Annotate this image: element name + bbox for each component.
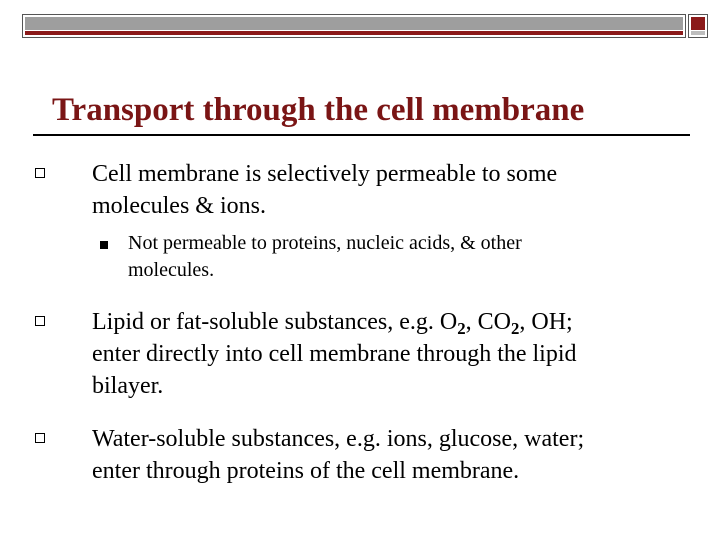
bullet-1-text: [92, 158, 692, 222]
corner-red-square: [691, 17, 705, 30]
title-underline: [33, 134, 690, 136]
corner-gray-stripe: [691, 31, 705, 35]
filled-square-bullet-icon: [100, 241, 108, 249]
bullet-2-line-1-part-b: , CO: [465, 309, 511, 335]
sub-bullet-1-line-1: Not permeable to proteins, nucleic acids, & other: [128, 232, 522, 254]
header-corner-box: [688, 14, 708, 38]
bullet-2-line-3: bilayer.: [92, 373, 164, 399]
oxygen-subscript: 2: [457, 319, 466, 339]
sub-bullet-1-text: [128, 230, 688, 284]
slide-title: Transport through the cell membrane: [52, 92, 585, 128]
bullet-3-line-1: Water-soluble substances, e.g. ions, glucose, water;: [92, 426, 585, 452]
hollow-square-bullet-icon: [35, 168, 45, 178]
bullet-2-line-1-part-a: Lipid or fat-soluble substances, e.g. O: [92, 309, 458, 335]
header-bar-gray-fill: [25, 17, 683, 30]
header-decoration-bar: [22, 14, 686, 38]
carbon-dioxide-subscript: 2: [510, 319, 520, 339]
bullet-2-line-2: enter directly into cell membrane through the lipid: [92, 341, 577, 367]
bullet-3-text: [92, 423, 702, 487]
bullet-2-line-1: [92, 306, 692, 338]
header-bar-red-stripe: [25, 31, 683, 35]
hollow-square-bullet-icon: [35, 433, 45, 443]
hollow-square-bullet-icon: [35, 316, 45, 326]
bullet-1-line-2: molecules & ions.: [92, 193, 266, 219]
bullet-3-line-2: enter through proteins of the cell membrane.: [92, 458, 520, 484]
sub-bullet-1-line-2: molecules.: [128, 259, 215, 281]
bullet-1-line-1: Cell membrane is selectively permeable to some: [92, 161, 558, 187]
bullet-2-text: [92, 306, 692, 402]
bullet-2-line-1-part-c: , OH;: [519, 309, 573, 335]
